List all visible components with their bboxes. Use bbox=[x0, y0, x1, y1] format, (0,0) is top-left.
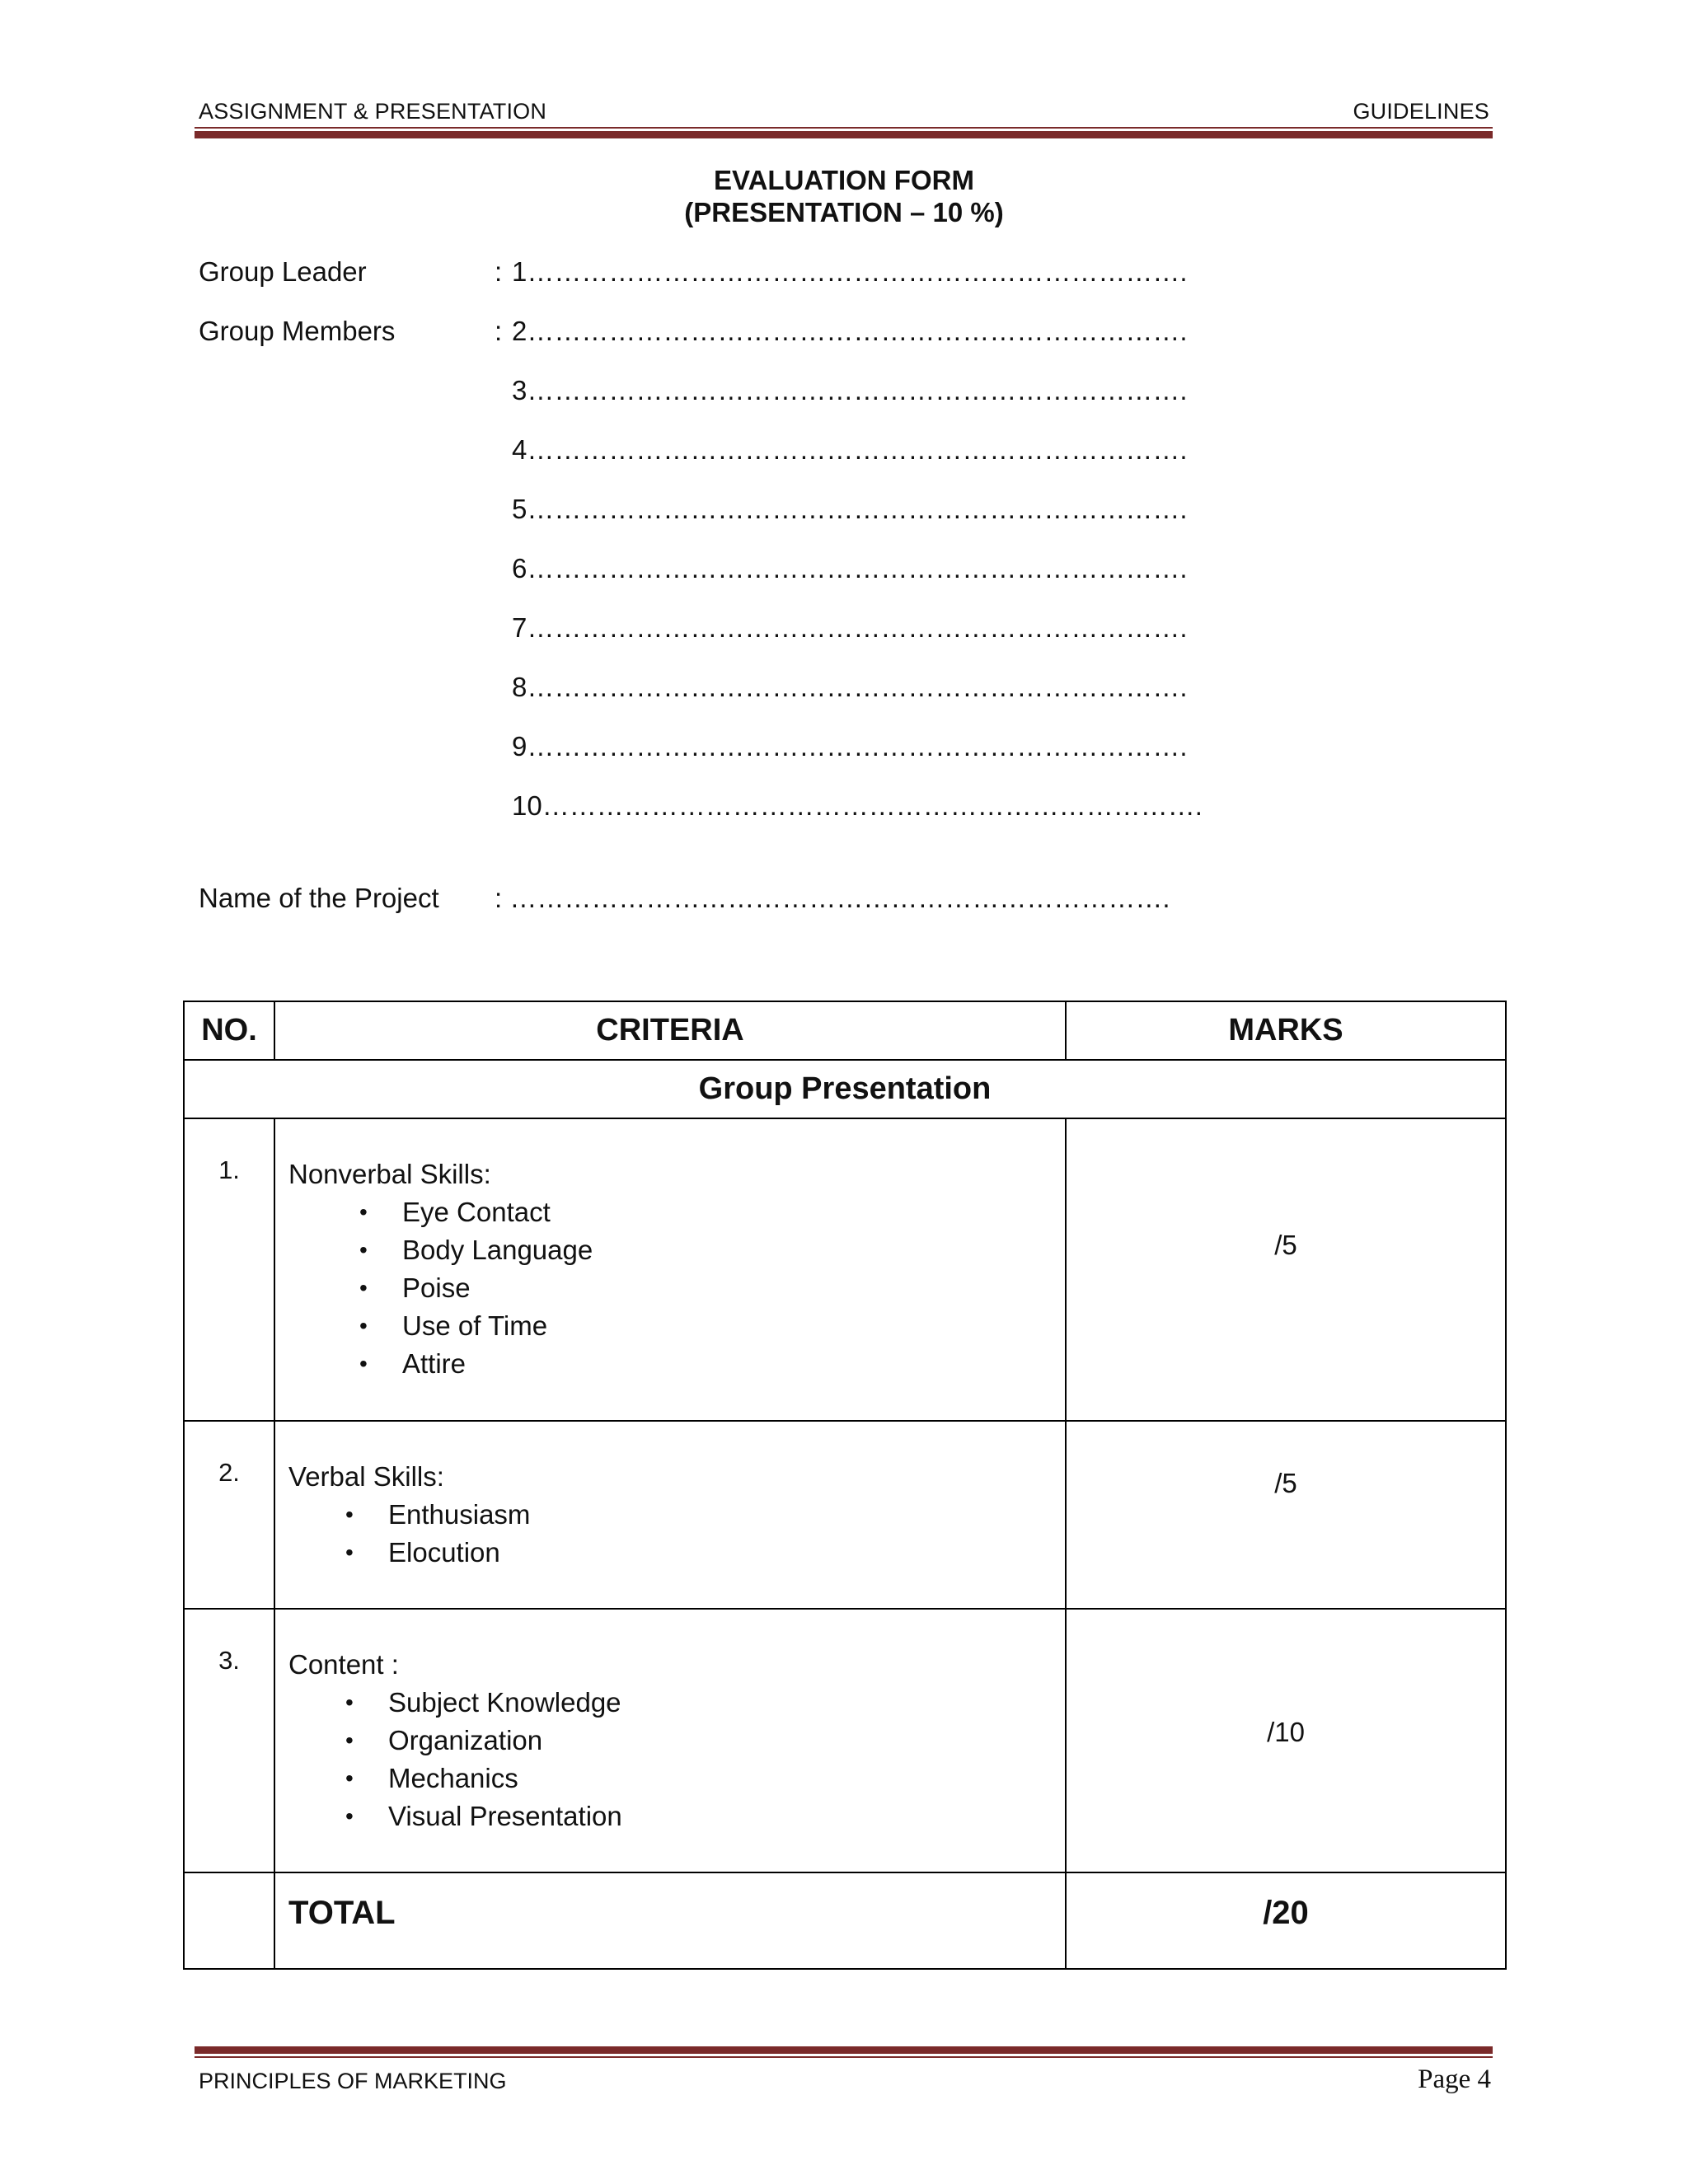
criteria-list bbox=[288, 1684, 1065, 1835]
list-item-text: Visual Presentation bbox=[388, 1801, 622, 1831]
marks-cell[interactable]: /5 bbox=[1066, 1421, 1506, 1609]
list-item bbox=[288, 1534, 1065, 1572]
criteria-list bbox=[288, 1193, 1065, 1383]
member-line-5[interactable] bbox=[512, 494, 1207, 525]
bullet-icon: • bbox=[359, 1351, 368, 1376]
member-dots: ………………………………………………………………. bbox=[542, 790, 1203, 821]
member-line-8[interactable] bbox=[512, 672, 1207, 703]
member-number: 5 bbox=[512, 494, 528, 524]
member-dots: ………………………………………………………………. bbox=[527, 375, 1188, 405]
member-line-6[interactable] bbox=[512, 553, 1207, 584]
list-item bbox=[288, 1722, 1065, 1760]
member-number: 6 bbox=[512, 553, 528, 583]
bullet-icon: • bbox=[359, 1275, 368, 1301]
bullet-icon: • bbox=[345, 1690, 354, 1715]
member-line-2[interactable] bbox=[512, 316, 1207, 347]
member-dots: ………………………………………………………………. bbox=[527, 434, 1188, 465]
bullet-icon: • bbox=[345, 1803, 354, 1829]
member-dots: ………………………………………………………………. bbox=[527, 256, 1188, 287]
bullet-icon: • bbox=[359, 1313, 368, 1338]
section-title: Group Presentation bbox=[184, 1060, 1506, 1118]
form-title: EVALUATION FORM bbox=[714, 165, 974, 195]
list-item-text: Subject Knowledge bbox=[388, 1687, 621, 1718]
header-left-text: ASSIGNMENT & PRESENTATION bbox=[199, 99, 547, 124]
total-row bbox=[184, 1872, 1506, 1969]
criteria-cell bbox=[274, 1609, 1066, 1872]
total-marks[interactable]: /20 bbox=[1066, 1872, 1506, 1969]
list-item-text: Poise bbox=[402, 1272, 471, 1303]
criteria-title: Content : bbox=[288, 1649, 399, 1680]
table-row bbox=[184, 1609, 1506, 1872]
bullet-icon: • bbox=[359, 1237, 368, 1263]
header-right-text: GUIDELINES bbox=[1353, 99, 1489, 124]
page-number: Page 4 bbox=[1418, 2064, 1491, 2094]
list-item bbox=[288, 1307, 1065, 1345]
row-number: 2. bbox=[184, 1421, 274, 1609]
list-item-text: Enthusiasm bbox=[388, 1499, 531, 1530]
bullet-icon: • bbox=[359, 1199, 368, 1225]
footer-rule-thin bbox=[195, 2056, 1493, 2058]
section-row bbox=[184, 1060, 1506, 1118]
member-dots: ………………………………………………………………. bbox=[527, 494, 1188, 524]
header-rule-thick bbox=[195, 131, 1493, 138]
list-item bbox=[288, 1193, 1065, 1231]
project-name-label: Name of the Project bbox=[199, 883, 439, 913]
group-members-label: Group Members bbox=[199, 316, 396, 346]
bullet-icon: • bbox=[345, 1727, 354, 1753]
list-item-text: Elocution bbox=[388, 1537, 500, 1568]
list-item bbox=[288, 1797, 1065, 1835]
list-item bbox=[288, 1760, 1065, 1797]
member-dots: ………………………………………………………………. bbox=[527, 672, 1188, 702]
member-line-1[interactable] bbox=[512, 256, 1207, 288]
member-number: 8 bbox=[512, 672, 528, 702]
member-colon: : bbox=[495, 256, 503, 287]
criteria-cell bbox=[274, 1118, 1066, 1421]
header-criteria: CRITERIA bbox=[274, 1001, 1066, 1060]
list-item-text: Mechanics bbox=[388, 1763, 518, 1793]
row-number: 1. bbox=[184, 1118, 274, 1421]
total-label: TOTAL bbox=[274, 1872, 1066, 1969]
member-dots: ………………………………………………………………. bbox=[527, 553, 1188, 583]
member-line-7[interactable] bbox=[512, 612, 1207, 644]
member-number: 4 bbox=[512, 434, 528, 465]
member-line-4[interactable] bbox=[512, 434, 1207, 466]
footer-left-text: PRINCIPLES OF MARKETING bbox=[199, 2069, 507, 2093]
header-marks: MARKS bbox=[1066, 1001, 1506, 1060]
list-item-text: Body Language bbox=[402, 1235, 593, 1265]
table-header-row bbox=[184, 1001, 1506, 1060]
member-line-3[interactable] bbox=[512, 375, 1207, 406]
list-item bbox=[288, 1345, 1065, 1383]
member-colon: : bbox=[495, 316, 503, 346]
list-item-text: Organization bbox=[388, 1725, 543, 1755]
bullet-icon: • bbox=[345, 1765, 354, 1791]
table-row bbox=[184, 1118, 1506, 1421]
list-item-text: Use of Time bbox=[402, 1310, 548, 1341]
bullet-icon: • bbox=[345, 1540, 354, 1565]
member-line-10[interactable] bbox=[512, 790, 1223, 822]
footer-rule-thick bbox=[195, 2046, 1493, 2054]
project-name-field[interactable]: : ………………………………………………………………. bbox=[495, 883, 1170, 913]
row-number: 3. bbox=[184, 1609, 274, 1872]
criteria-title: Nonverbal Skills: bbox=[288, 1159, 491, 1189]
list-item bbox=[288, 1269, 1065, 1307]
marks-cell[interactable]: /10 bbox=[1066, 1609, 1506, 1872]
member-number: 3 bbox=[512, 375, 528, 405]
evaluation-table bbox=[183, 1001, 1507, 1970]
table-row bbox=[184, 1421, 1506, 1609]
criteria-list bbox=[288, 1496, 1065, 1572]
list-item bbox=[288, 1684, 1065, 1722]
marks-cell[interactable]: /5 bbox=[1066, 1118, 1506, 1421]
member-number: 2 bbox=[512, 316, 528, 346]
group-leader-label: Group Leader bbox=[199, 256, 367, 287]
member-line-9[interactable] bbox=[512, 731, 1207, 762]
header-no: NO. bbox=[184, 1001, 274, 1060]
list-item bbox=[288, 1496, 1065, 1534]
member-number: 9 bbox=[512, 731, 528, 762]
member-number: 1 bbox=[512, 256, 528, 287]
member-dots: ………………………………………………………………. bbox=[527, 316, 1188, 346]
total-no-cell bbox=[184, 1872, 274, 1969]
list-item-text: Attire bbox=[402, 1348, 467, 1379]
member-number: 10 bbox=[512, 790, 542, 821]
criteria-cell bbox=[274, 1421, 1066, 1609]
member-dots: ………………………………………………………………. bbox=[527, 612, 1188, 643]
member-dots: ………………………………………………………………. bbox=[527, 731, 1188, 762]
bullet-icon: • bbox=[345, 1502, 354, 1527]
list-item bbox=[288, 1231, 1065, 1269]
member-number: 7 bbox=[512, 612, 528, 643]
header-rule-thin bbox=[195, 127, 1493, 129]
criteria-title: Verbal Skills: bbox=[288, 1461, 444, 1492]
list-item-text: Eye Contact bbox=[402, 1197, 551, 1227]
form-subtitle: (PRESENTATION – 10 %) bbox=[684, 197, 1004, 227]
